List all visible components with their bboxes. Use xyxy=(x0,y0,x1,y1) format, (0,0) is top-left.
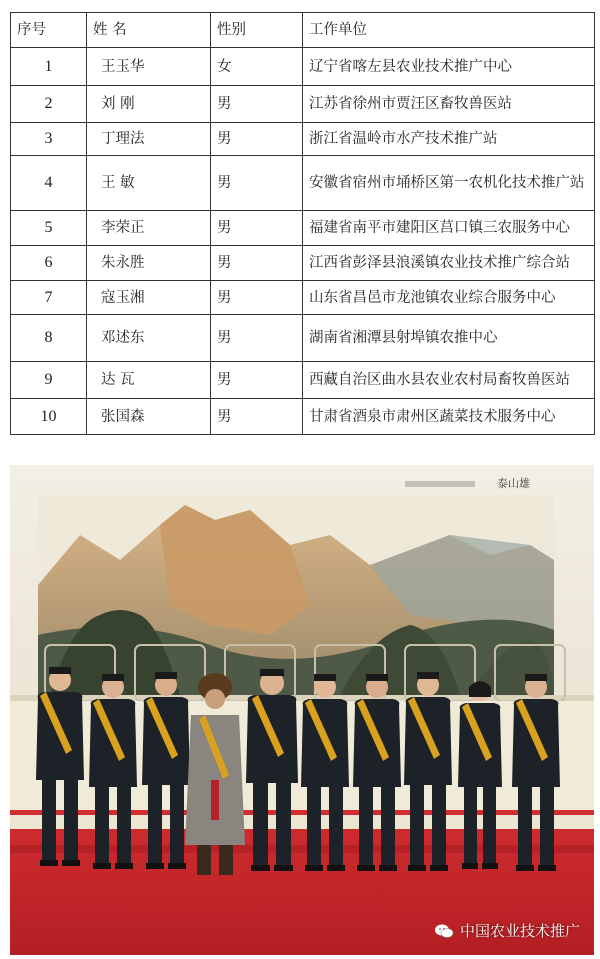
table-row xyxy=(11,315,595,362)
row-name: 邓述东 xyxy=(87,315,211,362)
row-number: 9 xyxy=(11,362,87,399)
row-unit: 江西省彭泽县浪溪镇农业技术推广综合站 xyxy=(303,246,595,281)
group-photo-illustration xyxy=(10,465,594,955)
row-gender: 男 xyxy=(211,399,303,435)
header-gender: 性别 xyxy=(211,13,303,48)
header-number: 序号 xyxy=(11,13,87,48)
row-unit: 甘肃省酒泉市肃州区蔬菜技术服务中心 xyxy=(303,399,595,435)
row-unit: 安徽省宿州市埇桥区第一农机化技术推广站 xyxy=(303,156,595,211)
table-row xyxy=(11,211,595,246)
row-gender: 男 xyxy=(211,362,303,399)
row-number: 10 xyxy=(11,399,87,435)
watermark-text: 中国农业技术推广 xyxy=(459,922,580,940)
row-name: 李荣正 xyxy=(87,211,211,246)
row-gender: 男 xyxy=(211,315,303,362)
table-row xyxy=(11,86,595,123)
row-gender: 男 xyxy=(211,86,303,123)
row-name: 寇玉湘 xyxy=(87,281,211,315)
row-number: 6 xyxy=(11,246,87,281)
group-photo xyxy=(10,465,594,955)
row-number: 3 xyxy=(11,123,87,156)
row-name: 刘 刚 xyxy=(87,86,211,123)
honoree-table xyxy=(10,12,595,435)
table-row xyxy=(11,123,595,156)
row-name: 张国森 xyxy=(87,399,211,435)
row-unit: 辽宁省喀左县农业技术推广中心 xyxy=(303,48,595,86)
row-number: 8 xyxy=(11,315,87,362)
row-unit: 山东省昌邑市龙池镇农业综合服务中心 xyxy=(303,281,595,315)
table-row xyxy=(11,399,595,435)
row-number: 7 xyxy=(11,281,87,315)
row-gender: 男 xyxy=(211,156,303,211)
row-name: 朱永胜 xyxy=(87,246,211,281)
table-row xyxy=(11,246,595,281)
row-name: 王玉华 xyxy=(87,48,211,86)
row-number: 5 xyxy=(11,211,87,246)
row-unit: 西藏自治区曲水县农业农村局畜牧兽医站 xyxy=(303,362,595,399)
table-row xyxy=(11,281,595,315)
table-row xyxy=(11,362,595,399)
watermark xyxy=(434,920,580,941)
row-unit: 福建省南平市建阳区莒口镇三农服务中心 xyxy=(303,211,595,246)
row-gender: 男 xyxy=(211,211,303,246)
row-number: 4 xyxy=(11,156,87,211)
table-header-row xyxy=(11,13,595,48)
row-unit: 湖南省湘潭县射埠镇农推中心 xyxy=(303,315,595,362)
row-gender: 男 xyxy=(211,123,303,156)
header-name: 姓 名 xyxy=(87,13,211,48)
row-gender: 女 xyxy=(211,48,303,86)
row-unit: 浙江省温岭市水产技术推广站 xyxy=(303,123,595,156)
row-number: 2 xyxy=(11,86,87,123)
painting-title: 泰山雄 xyxy=(497,477,530,490)
header-unit: 工作单位 xyxy=(303,13,595,48)
table-row xyxy=(11,156,595,211)
row-gender: 男 xyxy=(211,246,303,281)
row-name: 达 瓦 xyxy=(87,362,211,399)
row-number: 1 xyxy=(11,48,87,86)
row-name: 丁理法 xyxy=(87,123,211,156)
table-row xyxy=(11,48,595,86)
row-name: 王 敏 xyxy=(87,156,211,211)
wechat-icon xyxy=(434,923,454,939)
row-unit: 江苏省徐州市贾汪区畜牧兽医站 xyxy=(303,86,595,123)
row-gender: 男 xyxy=(211,281,303,315)
